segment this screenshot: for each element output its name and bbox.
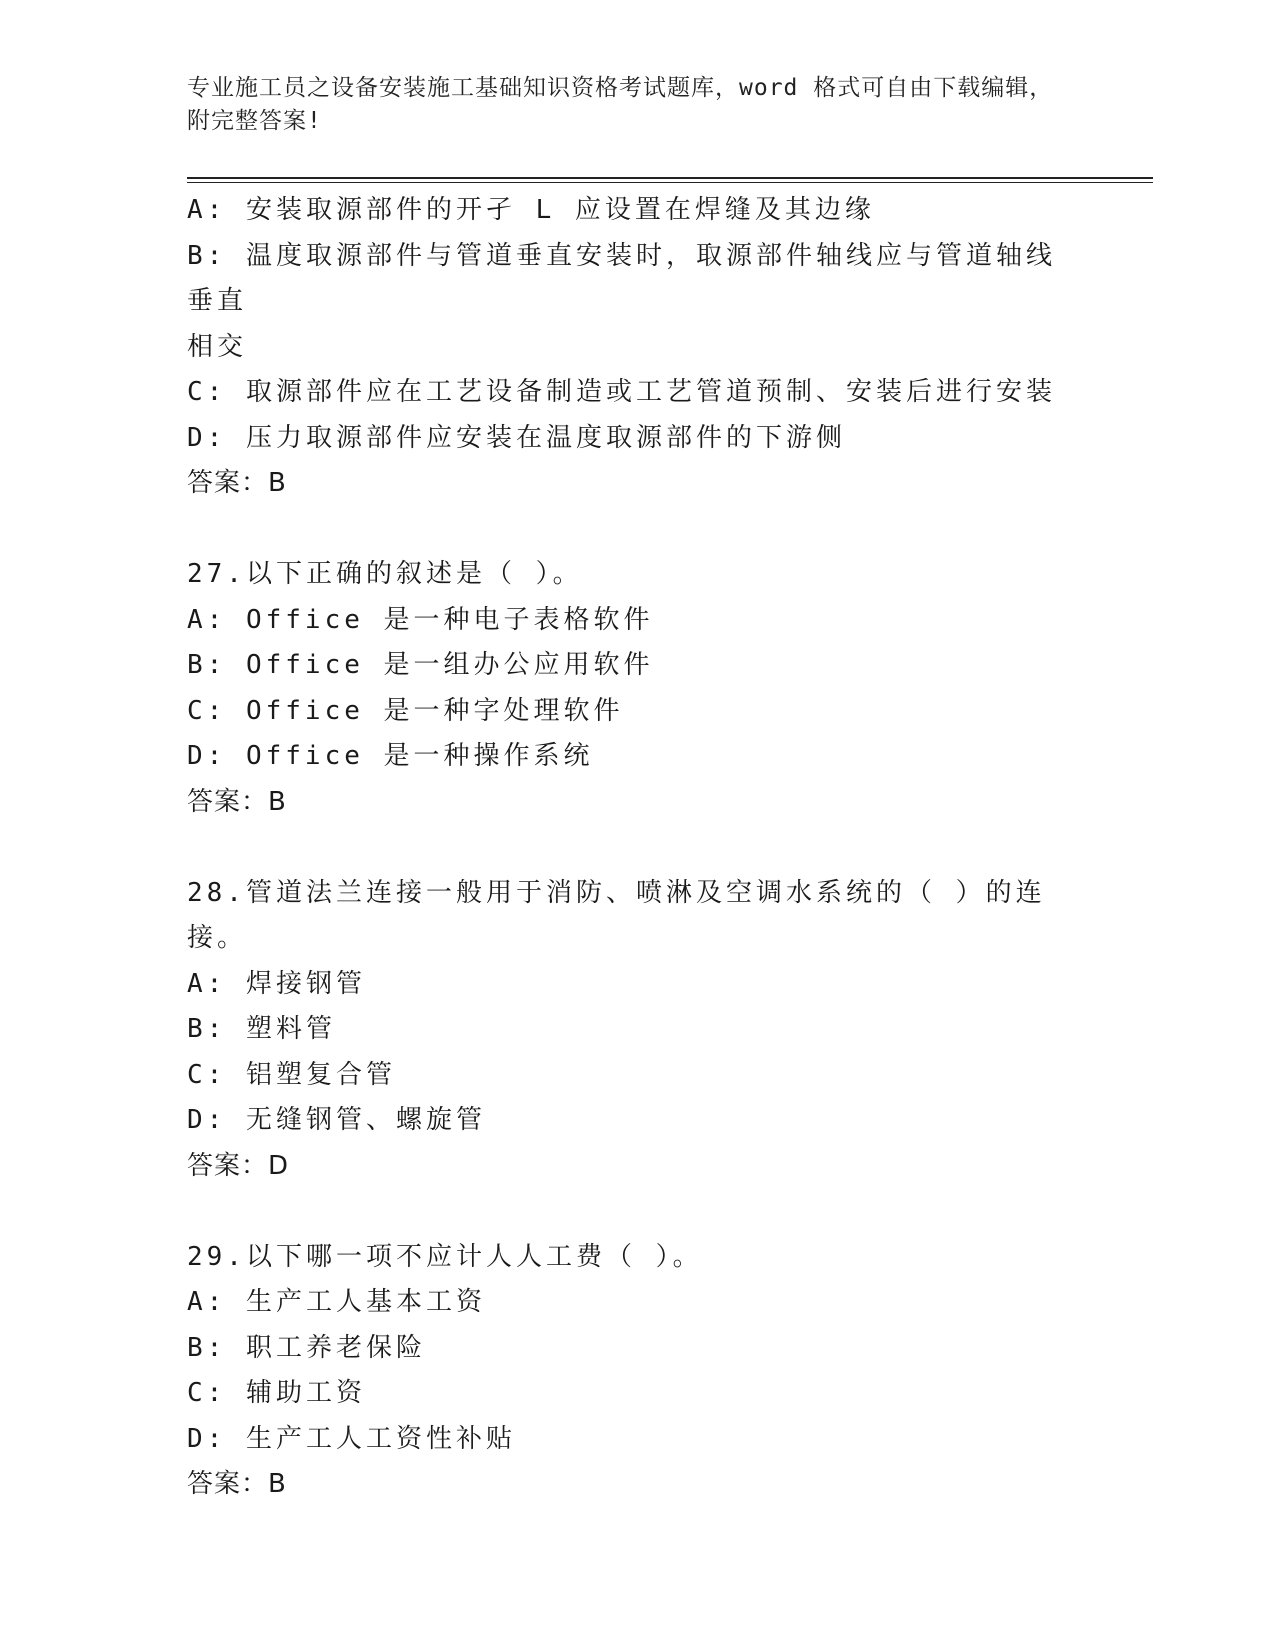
question-text: 27.以下正确的叙述是（ ）。 bbox=[187, 559, 583, 589]
option-d: D: Office 是一种操作系统 bbox=[187, 741, 594, 771]
header-divider-thick bbox=[187, 177, 1153, 179]
question-29 bbox=[187, 1235, 1077, 1508]
answer-line: 答案：B bbox=[187, 468, 287, 498]
question-28 bbox=[187, 871, 1077, 1190]
header-divider-thin bbox=[187, 182, 1153, 183]
header-line-2: 附完整答案! bbox=[187, 108, 322, 134]
option-b: B: 温度取源部件与管道垂直安装时，取源部件轴线应与管道轴线垂直 bbox=[187, 240, 1056, 316]
option-c: C: 铝塑复合管 bbox=[187, 1059, 396, 1090]
question-fragment bbox=[187, 188, 1077, 507]
option-a: A: 焊接钢管 bbox=[187, 968, 366, 999]
option-c: C: Office 是一种字处理软件 bbox=[187, 695, 624, 726]
option-d: D: 生产工人工资性补贴 bbox=[187, 1423, 516, 1454]
question-text: 28.管道法兰连接一般用于消防、喷淋及空调水系统的（ ）的连接。 bbox=[187, 877, 1046, 953]
option-b: B: 塑料管 bbox=[187, 1014, 336, 1044]
answer-line: 答案：B bbox=[187, 1469, 287, 1499]
option-c: C: 辅助工资 bbox=[187, 1378, 366, 1408]
option-b: B: Office 是一组办公应用软件 bbox=[187, 650, 654, 680]
question-list bbox=[187, 188, 1077, 1508]
option-d: D: 压力取源部件应安装在温度取源部件的下游侧 bbox=[187, 422, 846, 453]
header-line-1: 专业施工员之设备安装施工基础知识资格考试题库，word 格式可自由下载编辑， bbox=[187, 75, 1054, 101]
option-a: A: 生产工人基本工资 bbox=[187, 1287, 486, 1317]
spacer bbox=[187, 507, 1077, 553]
question-27 bbox=[187, 552, 1077, 825]
option-d: D: 无缝钢管、螺旋管 bbox=[187, 1105, 486, 1135]
option-b: B: 职工养老保险 bbox=[187, 1332, 426, 1363]
document-header bbox=[187, 72, 1067, 138]
option-c: C: 取源部件应在工艺设备制造或工艺管道预制、安装后进行安装 bbox=[187, 377, 1056, 407]
answer-line: 答案：B bbox=[187, 786, 287, 817]
option-a: A: 安装取源部件的开孑 L 应设置在焊缝及其边缘 bbox=[187, 195, 875, 225]
spacer bbox=[187, 1189, 1077, 1235]
answer-line: 答案：D bbox=[187, 1150, 290, 1181]
option-b-continued: 相交 bbox=[187, 331, 248, 362]
question-text: 29.以下哪一项不应计人人工费（ ）。 bbox=[187, 1241, 703, 1272]
option-a: A: Office 是一种电子表格软件 bbox=[187, 604, 654, 635]
spacer bbox=[187, 825, 1077, 871]
